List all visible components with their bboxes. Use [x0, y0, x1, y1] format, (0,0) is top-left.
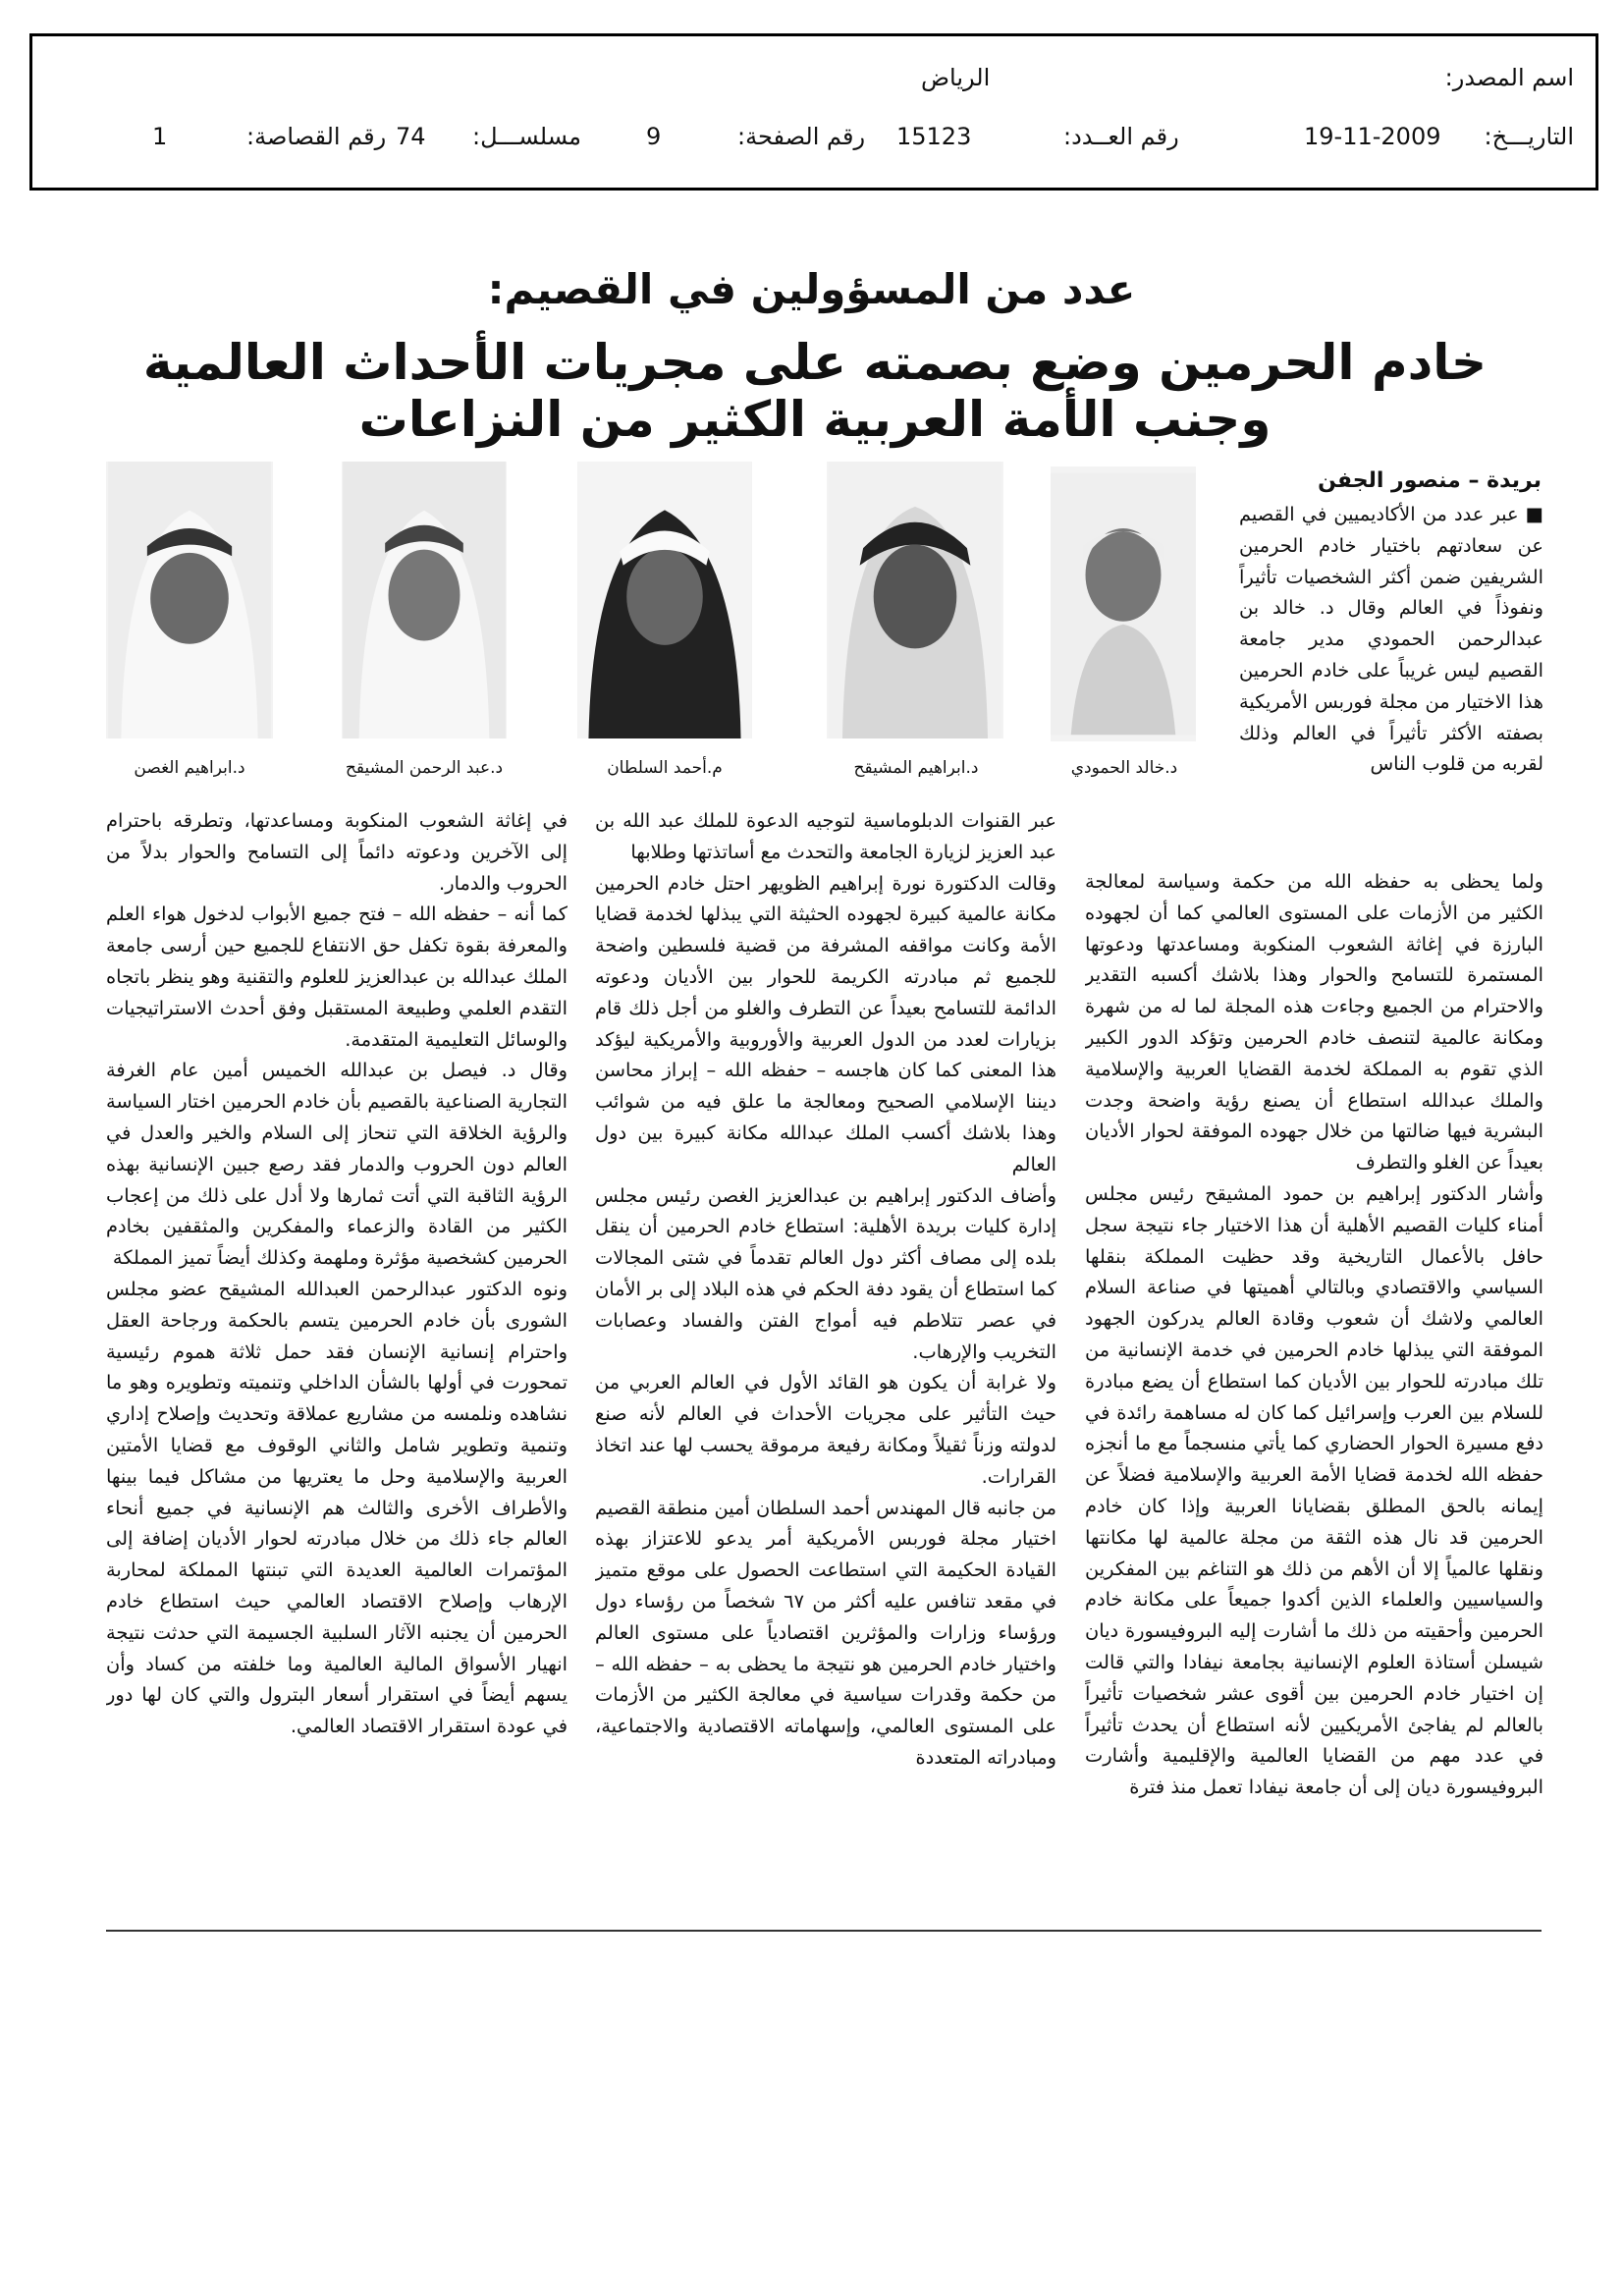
portrait-image	[827, 462, 1003, 738]
source-label: اسم المصدر:	[1444, 64, 1574, 91]
photo-ahmad-alsultan	[577, 462, 752, 738]
paragraph: وقال د. فيصل بن عبدالله الخميس أمين عام الغرفة التجارية الصناعية بالقصيم بأن خادم الحرمين اختار السياسة والرؤية الخلاقة التي تنحاز إلى السلام والخير والعدل في العالم دون الحروب والدمار فقد رصع جبين الإنسانية بهذه الرؤية الثاقبة التي أتت ثمارها ولا أدل على ذلك من إعجاب الكثير من القادة والزعماء والمفكرين والمثقفين بخادم الحرمين كشخصية مؤثرة وملهمة وكذلك أيضاً تميز المملكة	[106, 1059, 568, 1270]
clipping-header-box	[29, 33, 1598, 191]
article-column-2	[595, 805, 1056, 1925]
portrait-image	[577, 462, 752, 738]
paragraph: وقالت الدكتورة نورة إبراهيم الظويهر احتل خادم الحرمين مكانة عالمية كبيرة لجهوده الحثيثة التي يبذلها لخدمة قضايا الأمة وكانت مواقفه المشرفة من قضية فلسطين واضحة للجميع ثم مبادرته الكريمة للحوار بين الأديان ودعوته الدائمة للتسامح بعيداً عن التطرف والغلو من أجل ذلك قام بزيارات لعدد من الدول العربية والأوروبية والأمريكية ليؤكد هذا المعنى كما كان هاجسه – حفظه الله – إبراز محاسن ديننا الإسلامي الصحيح ومعالجة ما علق فيه من شوائب وهذا بلاشك أكسب الملك عبدالله مكانة كبيرة بين دول العالم	[595, 871, 1056, 1175]
source-value: الرياض	[921, 64, 991, 91]
photo-khalid-alhamoudi	[1051, 466, 1196, 741]
portrait-image	[1051, 466, 1196, 741]
portrait-image	[106, 462, 273, 738]
page-value: 9	[646, 123, 662, 150]
issue-label: رقم العــدد:	[1063, 123, 1179, 150]
clip-label: رقم القصاصة:	[246, 123, 387, 150]
photo-ibrahim-alghosn	[106, 462, 273, 738]
bottom-divider	[106, 1930, 1542, 1932]
date-label: التاريـــخ:	[1484, 123, 1574, 150]
paragraph: من جانبه قال المهندس أحمد السلطان أمين منطقة القصيم اختيار مجلة فوربس الأمريكية أمر يدعو للاعتزاز بهذه القيادة الحكيمة التي استطاعت الحصول على موقع متميز في مقعد تنافس عليه أكثر من ٦٧ شخصاً من رؤساء دول ورؤساء وزارات والمؤثرين اقتصادياً على مستوى العالم واختيار خادم الحرمين هو نتيجة ما يحظى به – حفظه الله – من حكمة وقدرات سياسية في معالجة الكثير من الأزمات على المستوى العالمي، وإسهاماته الاقتصادية والاجتماعية، ومبادراته المتعددة	[595, 1496, 1056, 1769]
article-column-1-intro	[1239, 499, 1543, 866]
article-headline: خادم الحرمين وضع بصمته على مجريات الأحداث العالمية وجنب الأمة العربية الكثير من النزاعات	[142, 334, 1488, 448]
serial-label: مسلســـل:	[472, 123, 581, 150]
article-subheadline: عدد من المسؤولين في القصيم:	[487, 265, 1136, 313]
paragraph: عبر القنوات الدبلوماسية لتوجيه الدعوة للملك عبد الله بن عبد العزيز لزيارة الجامعة والتحدث مع أساتذتها وطلابها	[595, 809, 1056, 863]
photo-abdulrahman-almushaiqeh	[342, 462, 507, 738]
photo-caption: د.عبد الرحمن المشيقح	[345, 758, 504, 778]
paragraph: ولا غرابة أن يكون هو القائد الأول في العالم العربي من حيث التأثير على مجريات الأحداث في العالم لأنه صنع لدولته وزناً ثقيلاً ومكانة رفيعة مرموقة يحسب لها عند اتخاذ القرارات.	[595, 1371, 1056, 1488]
paragraph: وأضاف الدكتور إبراهيم بن عبدالعزيز الغصن رئيس مجلس إدارة كليات بريدة الأهلية: استطاع خادم الحرمين أن ينقل بلده إلى مصاف أكثر دول العالم تقدماً في شتى المجالات كما استطاع أن يقود دفة الحكم في هذه البلاد إلى بر الأمان في عصر تتلاطم فيه أمواج الفتن والفساد وعصابات التخريب والإرهاب.	[595, 1183, 1056, 1363]
photo-caption: د.ابراهيم الغصن	[134, 758, 245, 778]
issue-value: 15123	[896, 123, 972, 150]
serial-value: 74	[396, 123, 426, 150]
paragraph: وأشار الدكتور إبراهيم بن حمود المشيقح رئيس مجلس أمناء كليات القصيم الأهلية أن هذا الاختيار جاء نتيجة سجل حافل بالأعمال التاريخية وقد حظيت المملكة بنقلها السياسي والاقتصادي وبالتالي أهميتها في صناعة السلام العالمي ولاشك أن شعوب وقادة العالم يدركون الجهود الموفقة التي يبذلها خادم الحرمين في خدمة الإنسانية من تلك مبادرته للحوار بين الأديان كما استطاع أن يضع مبادرة للسلام بين العرب وإسرائيل كما كان له مساهمة رائدة في دفع مسيرة الحوار الحضاري كما يأتي منسجماً مع ما أنجزه حفظه الله لخدمة قضايا الأمة العربية والإسلامية فضلاً عن إيمانه بالحق المطلق بقضايانا العربية وإذا كان خادم الحرمين قد نال هذه الثقة من مجلة عالمية لها مكانتها ونقلها عالمياً إلا أن الأهم من ذلك هو التناغم بين المفكرين والسياسيين والعلماء الذين أكدوا جميعاً على مكانة خادم الحرمين وأحقيته من ذلك ما أشارت إليه البروفيسورة ديان شيسلن أستاذة العلوم الإنسانية بجامعة نيفادا والتي قالت إن اختيار خادم الحرمين بين أقوى عشر شخصيات تأثيراً بالعالم لم يفاجئ الأمريكيين لأنه استطاع أن يحدث تأثيراً في عدد مهم من القضايا العالمية والإقليمية وأشارت البروفيسورة ديان إلى أن جامعة نيفادا تعمل منذ فترة	[1085, 1181, 1543, 1799]
article-column-1	[1085, 866, 1543, 1927]
paragraph: كما أنه – حفظه الله – فتح جميع الأبواب لدخول هواء العلم والمعرفة بقوة تكفل حق الانتفاع للجميع حين أرسى جامعة الملك عبدالله بن عبدالعزيز للعلوم والتقنية وهو ينظر باتجاه التقدم العلمي وطبيعة المستقبل وفق أحدث الاستراتيجيات والوسائل التعليمية المتقدمة.	[106, 902, 568, 1051]
clip-value: 1	[152, 123, 168, 150]
date-value: 19-11-2009	[1304, 123, 1441, 150]
page-label: رقم الصفحة:	[737, 123, 866, 150]
paragraph: في إغاثة الشعوب المنكوبة ومساعدتها، وتطرقه باحترام إلى الآخرين ودعوته دائماً إلى التسامح والحوار بدلاً من الحروب والدمار.	[106, 809, 568, 895]
photo-ibrahim-almushaiqeh	[827, 462, 1003, 738]
photo-caption: م.أحمد السلطان	[607, 758, 723, 778]
paragraph: ونوه الدكتور عبدالرحمن العبدالله المشيقح عضو مجلس الشورى بأن خادم الحرمين يتسم بالحكمة ورجاحة العقل واحترام إنسانية الإنسان فقد حمل ثلاثة هموم رئيسية تمحورت في أولها بالشأن الداخلي وتنميته وتطويره وهو ما نشاهده ونلمسه من مشاريع عملاقة وتحديث وإصلاح إداري وتنمية وتطوير شامل والثاني الوقوف مع قضايا الأمتين العربية والإسلامية وحل ما يعتريها من مشاكل فيما بينها والأطراف الأخرى والثالث هم الإنسانية في جميع أنحاء العالم جاء ذلك من خلال مبادرته لحوار الأديان إضافة إلى المؤتمرات العالمية العديدة التي تبنتها المملكة لمحاربة الإرهاب وإصلاح الاقتصاد العالمي حيث استطاع خادم الحرمين أن يجنبه الآثار السلبية الجسيمة التي حدثت نتيجة انهيار الأسواق المالية العالمية وما خلفته من كساد وأن يسهم أيضاً في استقرار أسعار البترول والتي كان لها دور في عودة استقرار الاقتصاد العالمي.	[106, 1277, 568, 1738]
paragraph: ولما يحظى به حفظه الله من حكمة وسياسة لمعالجة الكثير من الأزمات على المستوى العالمي كما أن لجهوده البارزة في إغاثة الشعوب المنكوبة ومساعدتها ودعوتها المستمرة للتسامح والحوار وهذا بلاشك أكسبه التقدير والاحترام من الجميع وجاءت هذه المجلة لما له من شهرة ومكانة عالمية لتنصف خادم الحرمين وتؤكد الدور الكبير الذي تقوم به المملكة لخدمة القضايا العربية والإسلامية والملك عبدالله استطاع أن يصنع رؤية واضحة وجدت البشرية فيها ضالتها من خلال جهوده الموفقة لحوار الأديان بعيداً عن الغلو والتطرف	[1085, 870, 1543, 1175]
paragraph: ■ عبر عدد من الأكاديميين في القصيم عن سعادتهم باختيار خادم الحرمين الشريفين ضمن أكثر الشخصيات تأثيراً ونفوذاً في العالم وقال د. خالد بن عبدالرحمن الحمودي مدير جامعة القصيم ليس غريباً على خادم الحرمين هذا الاختيار من مجلة فوربس الأمريكية بصفته الأكثر تأثيراً في العالم وذلك لقربه من قلوب الناس	[1239, 503, 1543, 776]
article-byline: بريدة – منصور الجفن	[1318, 468, 1542, 493]
photo-caption: د.ابراهيم المشيقح	[853, 758, 979, 778]
photo-caption: د.خالد الحمودي	[1070, 758, 1178, 778]
portrait-image	[342, 462, 507, 738]
article-column-3	[106, 805, 568, 1925]
